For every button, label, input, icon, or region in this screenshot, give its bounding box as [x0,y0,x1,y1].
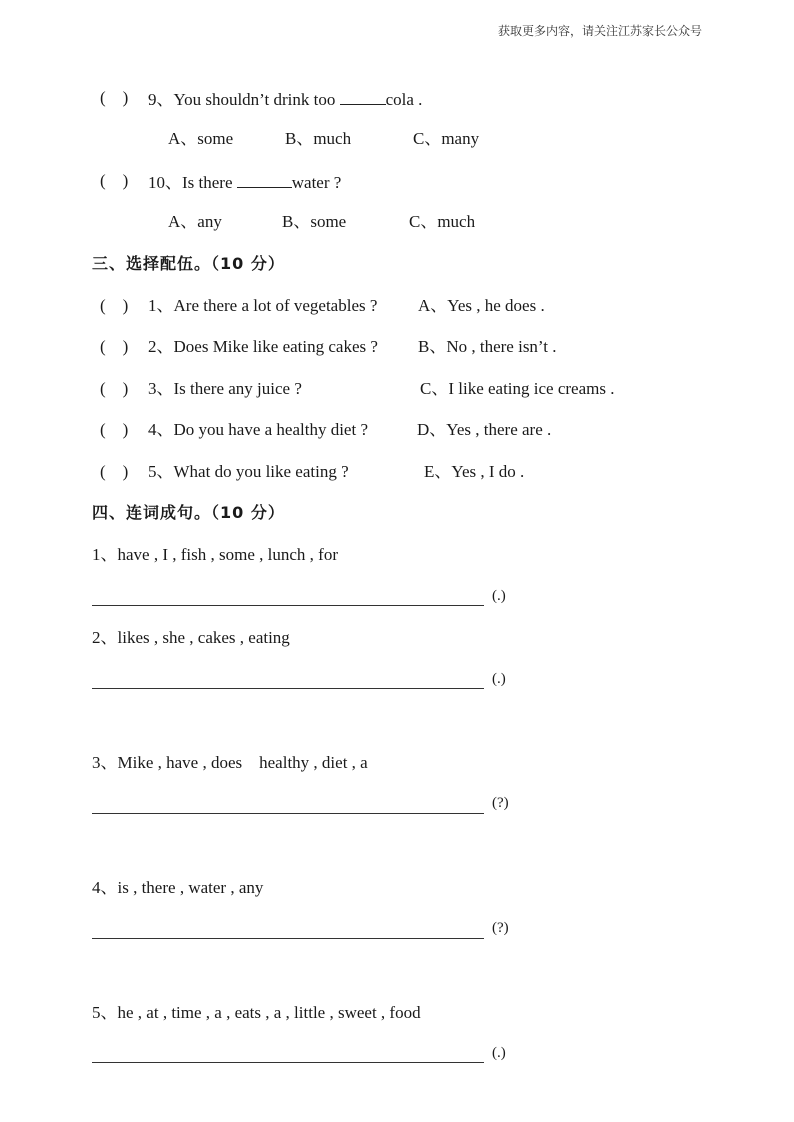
question-10 [148,171,341,193]
answer-paren: ( ) [100,296,129,315]
match-question: 3、Is there any juice ? [148,379,302,398]
match-question: 5、What do you like eating ? [148,462,349,481]
word-list: 1、have , I , fish , some , lunch , for [92,545,338,564]
question-text: 9、You shouldn’t drink too [148,90,340,109]
option: B、some [282,212,347,231]
question-9 [148,88,422,110]
answer-line[interactable] [92,1062,484,1063]
option: A、any [168,212,222,231]
punctuation-hint: (?) [492,795,509,811]
answer-paren: ( ) [100,88,129,107]
section-title: 三、选择配伍。（10 分） [92,254,285,273]
word-list: 2、likes , she , cakes , eating [92,628,290,647]
punctuation-hint: (?) [492,920,509,936]
blank[interactable] [237,171,292,188]
match-question: 2、Does Mike like eating cakes ? [148,337,378,356]
option: C、much [409,212,476,231]
section-title: 四、连词成句。（10 分） [92,503,285,522]
punctuation-hint: (.) [492,671,506,687]
answer-line[interactable] [92,688,484,689]
answer-paren: ( ) [100,420,129,439]
answer-paren: ( ) [100,379,129,398]
answer-paren: ( ) [100,337,129,356]
word-list: 5、he , at , time , a , eats , a , little , sweet , food [92,1003,421,1022]
option: B、much [285,129,352,148]
answer-line[interactable] [92,605,484,606]
match-answer: E、Yes , I do . [424,462,525,481]
word-list: 4、is , there , water , any [92,878,264,897]
word-list: 3、Mike , have , does healthy , diet , a [92,753,368,772]
question-text-end: water ? [291,173,342,192]
answer-paren: ( ) [100,171,129,190]
match-question: 1、Are there a lot of vegetables ? [148,296,378,315]
match-question: 4、Do you have a healthy diet ? [148,420,368,439]
match-answer: A、Yes , he does . [418,296,545,315]
match-answer: D、Yes , there are . [417,420,552,439]
blank[interactable] [340,88,386,105]
answer-paren: ( ) [100,462,129,481]
punctuation-hint: (.) [492,1045,506,1061]
option: C、many [413,129,480,148]
question-text-end: cola . [385,90,423,109]
match-answer: C、I like eating ice creams . [420,379,615,398]
answer-line[interactable] [92,813,484,814]
header-note: 获取更多内容，请关注江苏家长公众号 [497,24,702,38]
option: A、some [168,129,234,148]
match-answer: B、No , there isn’t . [418,337,557,356]
answer-line[interactable] [92,938,484,939]
punctuation-hint: (.) [492,588,506,604]
question-text: 10、Is there [148,173,237,192]
